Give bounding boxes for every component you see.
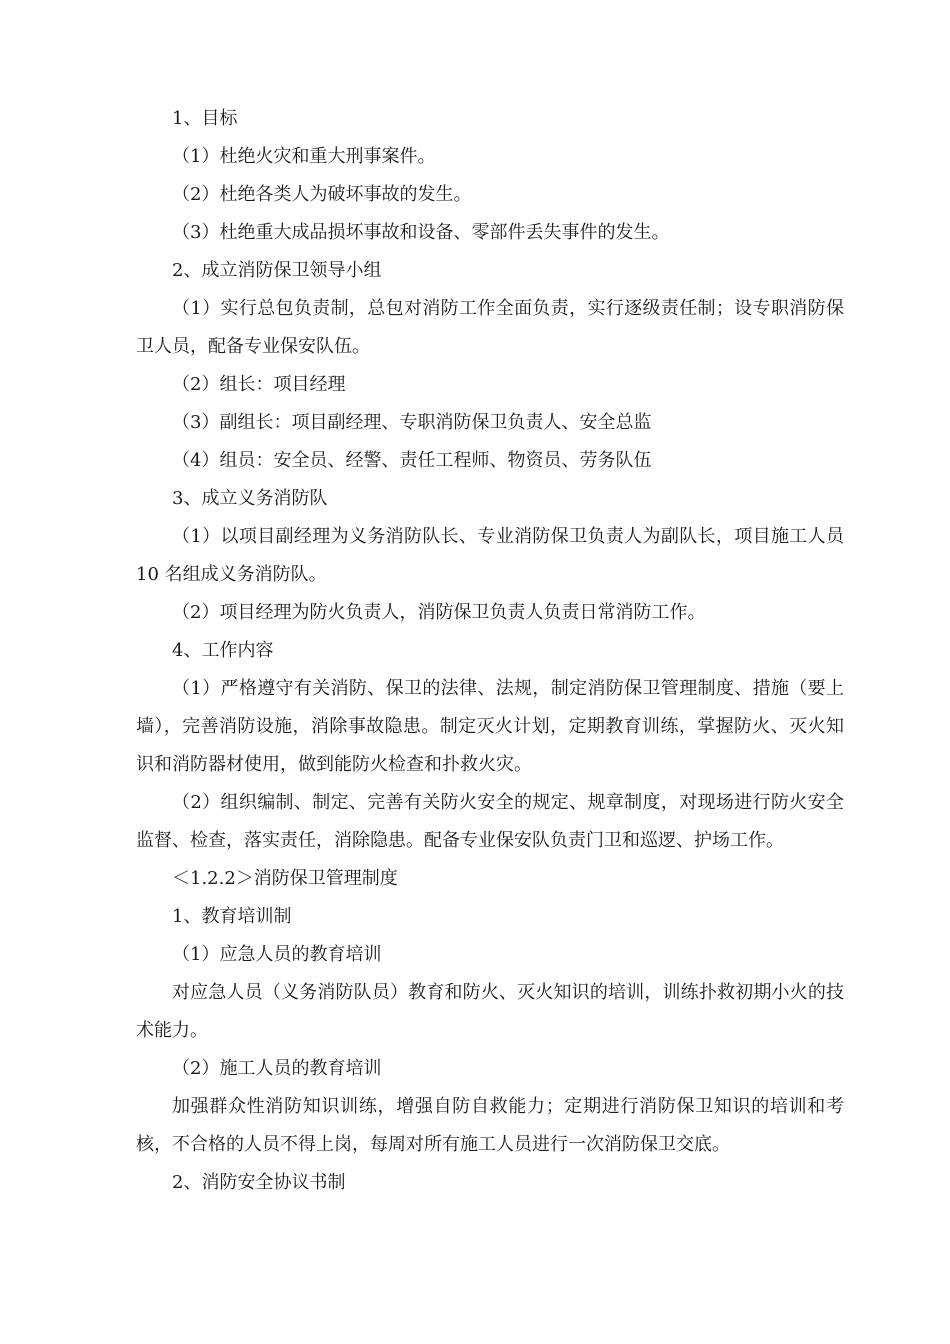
leadership-item-3: （3）副组长：项目副经理、专职消防保卫负责人、安全总监	[172, 412, 652, 433]
work-item-1: （1）严格遵守有关消防、保卫的法律、法规，制定消防保卫管理制度、措施（要上墙），完善消防设施，消除事故隐患。制定灭火计划，定期教育训练，掌握防火、灭火知识和消防器材使用，做到能防火检查和扑救火灾。	[136, 678, 844, 775]
leadership-item-2: （2）组长：项目经理	[172, 374, 346, 395]
training-item-1-body: 对应急人员（义务消防队员）教育和防火、灭火知识的培训，训练扑救初期小火的技术能力。	[136, 982, 844, 1041]
leadership-item-4: （4）组员：安全员、经警、责任工程师、物资员、劳务队伍	[172, 450, 652, 471]
document-body	[136, 100, 844, 1202]
training-item-2-body: 加强群众性消防知识训练，增强自防自救能力；定期进行消防保卫知识的培训和考核，不合格的人员不得上岗，每周对所有施工人员进行一次消防保卫交底。	[136, 1096, 844, 1155]
heading-work-content: 4、工作内容	[172, 640, 274, 661]
leadership-item-1: （1）实行总包负责制，总包对消防工作全面负责，实行逐级责任制；设专职消防保卫人员，配备专业保安队伍。	[136, 298, 844, 357]
heading-volunteer-team: 3、成立义务消防队	[172, 488, 328, 509]
training-item-1-title: （1）应急人员的教育培训	[172, 944, 382, 965]
goal-item-2: （2）杜绝各类人为破坏事故的发生。	[172, 184, 472, 205]
section-heading-management-rules: ＜1.2.2＞消防保卫管理制度	[172, 868, 398, 889]
heading-leadership-group: 2、成立消防保卫领导小组	[172, 260, 382, 281]
goal-item-1: （1）杜绝火灾和重大刑事案件。	[172, 146, 436, 167]
volunteer-item-2: （2）项目经理为防火负责人，消防保卫负责人负责日常消防工作。	[172, 602, 706, 623]
heading-training: 1、教育培训制	[172, 906, 292, 927]
heading-goals: 1、目标	[172, 108, 238, 129]
heading-safety-agreement: 2、消防安全协议书制	[172, 1172, 346, 1193]
goal-item-3: （3）杜绝重大成品损坏事故和设备、零部件丢失事件的发生。	[172, 222, 670, 243]
volunteer-item-1: （1）以项目副经理为义务消防队长、专业消防保卫负责人为副队长，项目施工人员 10 名组成义务消防队。	[136, 526, 844, 585]
work-item-2: （2）组织编制、制定、完善有关防火安全的规定、规章制度，对现场进行防火安全监督、检查，落实责任，消除隐患。配备专业保安队负责门卫和巡逻、护场工作。	[136, 792, 844, 851]
training-item-2-title: （2）施工人员的教育培训	[172, 1058, 382, 1079]
